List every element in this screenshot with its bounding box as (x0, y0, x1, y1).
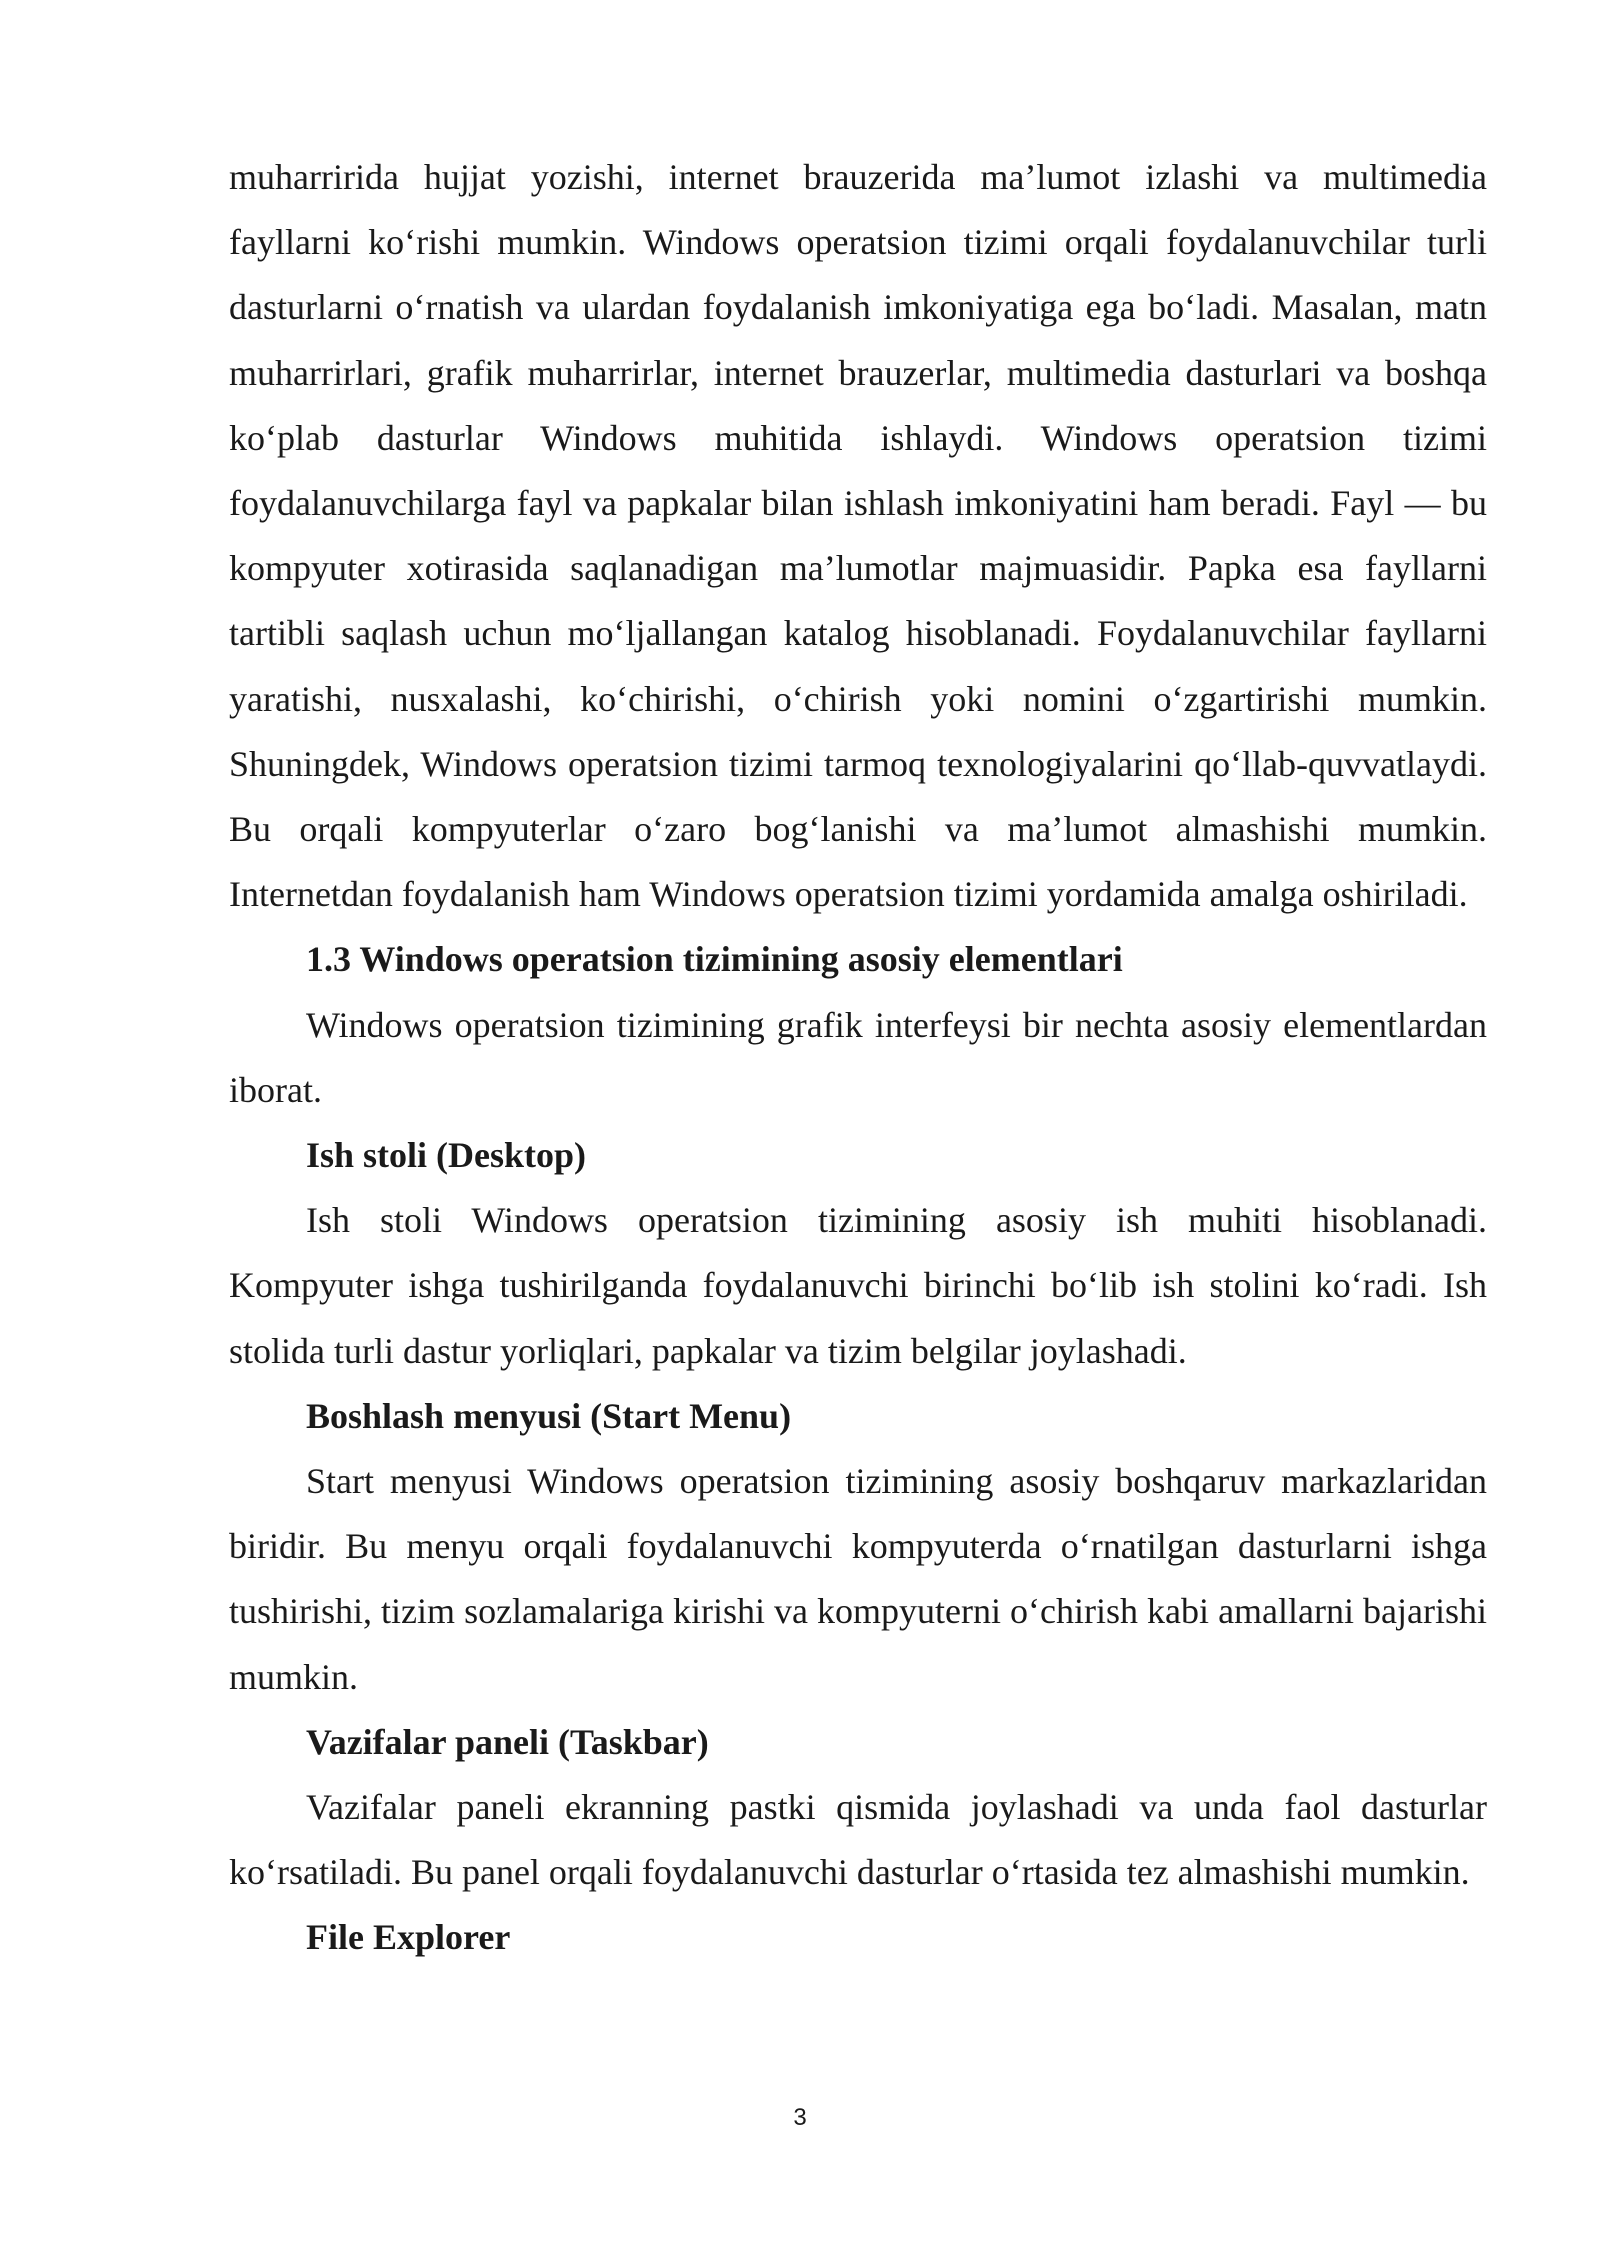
body-paragraph: Start menyusi Windows operatsion tizimining asosiy boshqaruv markazlaridan biridir. Bu menyu orqali foydalanuvchi kompyuterda o‘rnatilgan dasturlarni ishga tushirishi, tizim sozlamalariga kirishi va kompyuterni o‘chirish kabi amallarni bajarishi mumkin. (229, 1461, 1487, 1697)
subsection-heading: Vazifalar paneli (Taskbar) (306, 1721, 709, 1762)
section-heading: 1.3 Windows operatsion tizimining asosiy elementlari (306, 939, 1123, 980)
body-paragraph: Vazifalar paneli ekranning pastki qismida joylashadi va unda faol dasturlar ko‘rsatiladi. Bu panel orqali foydalanuvchi dasturlar o‘rtasida tez almashishi mumkin. (229, 1787, 1487, 1893)
subsection-heading: Boshlash menyusi (Start Menu) (306, 1395, 792, 1436)
page-number: 3 (793, 2104, 807, 2131)
body-paragraph: Ish stoli Windows operatsion tizimining asosiy ish muhiti hisoblanadi. Kompyuter ishga tushirilganda foydalanuvchi birinchi bo‘lib ish stolini ko‘radi. Ish stolida turli dastur yorliqlari, papkalar va tizim belgilar joylashadi. (229, 1200, 1487, 1371)
body-paragraph: Windows operatsion tizimining grafik interfeysi bir nechta asosiy elementlardan iborat. (229, 1004, 1487, 1110)
subsection-heading: Ish stoli (Desktop) (306, 1135, 587, 1176)
document-page (229, 145, 1487, 1971)
subsection-heading: File Explorer (306, 1917, 511, 1958)
body-paragraph: muharririda hujjat yozishi, internet brauzerida ma’lumot izlashi va multimedia fayllarni ko‘rishi mumkin. Windows operatsion tizimi orqali foydalanuvchilar turli dasturlarni o‘rnatish va ulardan foydalanish imkoniyatiga ega bo‘ladi. Masalan, matn muharrirlari, grafik muharrirlar, internet brauzerlar, multimedia dasturlari va boshqa ko‘plab dasturlar Windows muhitida ishlaydi. Windows operatsion tizimi foydalanuvchilarga fayl va papkalar bilan ishlash imkoniyatini ham beradi. Fayl — bu kompyuter xotirasida saqlanadigan ma’lumotlar majmuasidir. Papka esa fayllarni tartibli saqlash uchun mo‘ljallangan katalog hisoblanadi. Foydalanuvchilar fayllarni yaratishi, nusxalashi, ko‘chirishi, o‘chirish yoki nomini o‘zgartirishi mumkin. Shuningdek, Windows operatsion tizimi tarmoq texnologiyalarini qo‘llab-quvvatlaydi. Bu orqali kompyuterlar o‘zaro bog‘lanishi va ma’lumot almashishi mumkin. Internetdan foydalanish ham Windows operatsion tizimi yordamida amalga oshiriladi. (229, 157, 1487, 915)
